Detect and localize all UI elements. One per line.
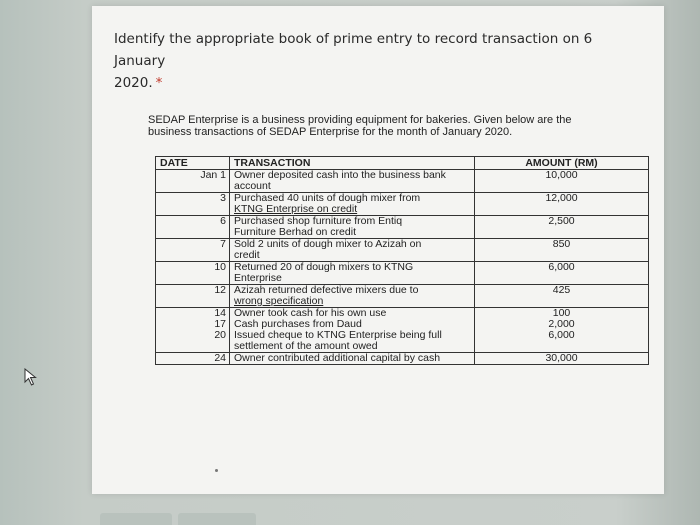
row-transaction [230, 353, 475, 365]
row-transaction-line1: Owner contributed additional capital by cash [234, 352, 441, 364]
transactions-table [155, 156, 649, 365]
table-row [156, 330, 649, 353]
table-header-row [156, 157, 649, 170]
row-transaction-line1: Returned 20 of dough mixers to KTNG [234, 261, 414, 273]
row-transaction-line2: credit [234, 249, 260, 261]
row-transaction-line2: Furniture Berhad on credit [234, 226, 356, 238]
row-transaction [230, 285, 475, 308]
row-amount: 12,000 [475, 193, 649, 216]
row-date: 17 [156, 319, 230, 330]
row-amount: 10,000 [475, 170, 649, 193]
row-amount: 6,000 [475, 262, 649, 285]
header-transaction: TRANSACTION [230, 157, 475, 170]
row-amount: 6,000 [548, 329, 575, 341]
case-intro [148, 114, 648, 138]
row-transaction-line1: Issued cheque to KTNG Enterprise being full [234, 329, 442, 341]
row-transaction [230, 216, 475, 239]
row-amount: 100 [475, 308, 649, 320]
decorative-dot [215, 469, 218, 472]
intro-line-1: SEDAP Enterprise is a business providing equipment for bakeries. Given below are the [148, 114, 572, 126]
row-amount: 30,000 [475, 353, 649, 365]
header-date: DATE [156, 157, 230, 170]
question-line-2 [114, 72, 634, 94]
row-date: 3 [156, 193, 230, 216]
row-transaction [230, 330, 475, 353]
row-transaction-line1: Sold 2 units of dough mixer to Azizah on [234, 238, 422, 250]
bottom-tab-2 [178, 513, 256, 525]
table-row [156, 262, 649, 285]
table-row [156, 239, 649, 262]
row-transaction [230, 262, 475, 285]
row-transaction [230, 193, 475, 216]
row-amount: 850 [475, 239, 649, 262]
intro-line-2: business transactions of SEDAP Enterprise for the month of January 2020. [148, 126, 513, 138]
row-transaction-line1: Purchased 40 units of dough mixer from [234, 192, 421, 204]
row-transaction-line1: Cash purchases from Daud [234, 318, 362, 330]
mouse-cursor-icon [24, 368, 38, 386]
row-transaction-line1: Purchased shop furniture from Entiq [234, 215, 403, 227]
row-date: 10 [156, 262, 230, 285]
row-date: 7 [156, 239, 230, 262]
question-card [92, 6, 664, 494]
bottom-tab-1 [100, 513, 172, 525]
row-date: 14 [156, 308, 230, 320]
row-amount: 2,000 [548, 318, 575, 330]
row-transaction-line2: account [234, 180, 271, 192]
table-row [156, 216, 649, 239]
row-date: Jan 1 [156, 170, 230, 193]
row-date: 12 [156, 285, 230, 308]
row-transaction-line2: settlement of the amount owed [234, 340, 378, 352]
row-transaction-line2: wrong specification [234, 295, 324, 307]
row-date: 20 [156, 330, 230, 353]
table-row [156, 285, 649, 308]
table-row [156, 353, 649, 365]
row-transaction [230, 170, 475, 193]
required-asterisk: * [155, 75, 163, 91]
row-amount: 425 [475, 285, 649, 308]
question-text [114, 28, 634, 94]
row-transaction-line1: Owner deposited cash into the business bank [234, 169, 446, 181]
row-amount: 2,500 [475, 216, 649, 239]
row-transaction [230, 239, 475, 262]
row-date: 6 [156, 216, 230, 239]
bottom-edge [0, 497, 700, 525]
row-transaction-line1: Owner took cash for his own use [234, 307, 387, 319]
table-row [156, 193, 649, 216]
row-transaction-line1: Azizah returned defective mixers due to [234, 284, 419, 296]
row-transaction-line2: Enterprise [234, 272, 282, 284]
table-row [156, 170, 649, 193]
row-date: 24 [156, 353, 230, 365]
question-line-1: Identify the appropriate book of prime entry to record transaction on 6 January [114, 31, 593, 69]
question-line-2-text: 2020. [114, 75, 153, 91]
row-transaction-line2: KTNG Enterprise on credit [234, 203, 358, 215]
header-amount: AMOUNT (RM) [475, 157, 649, 170]
